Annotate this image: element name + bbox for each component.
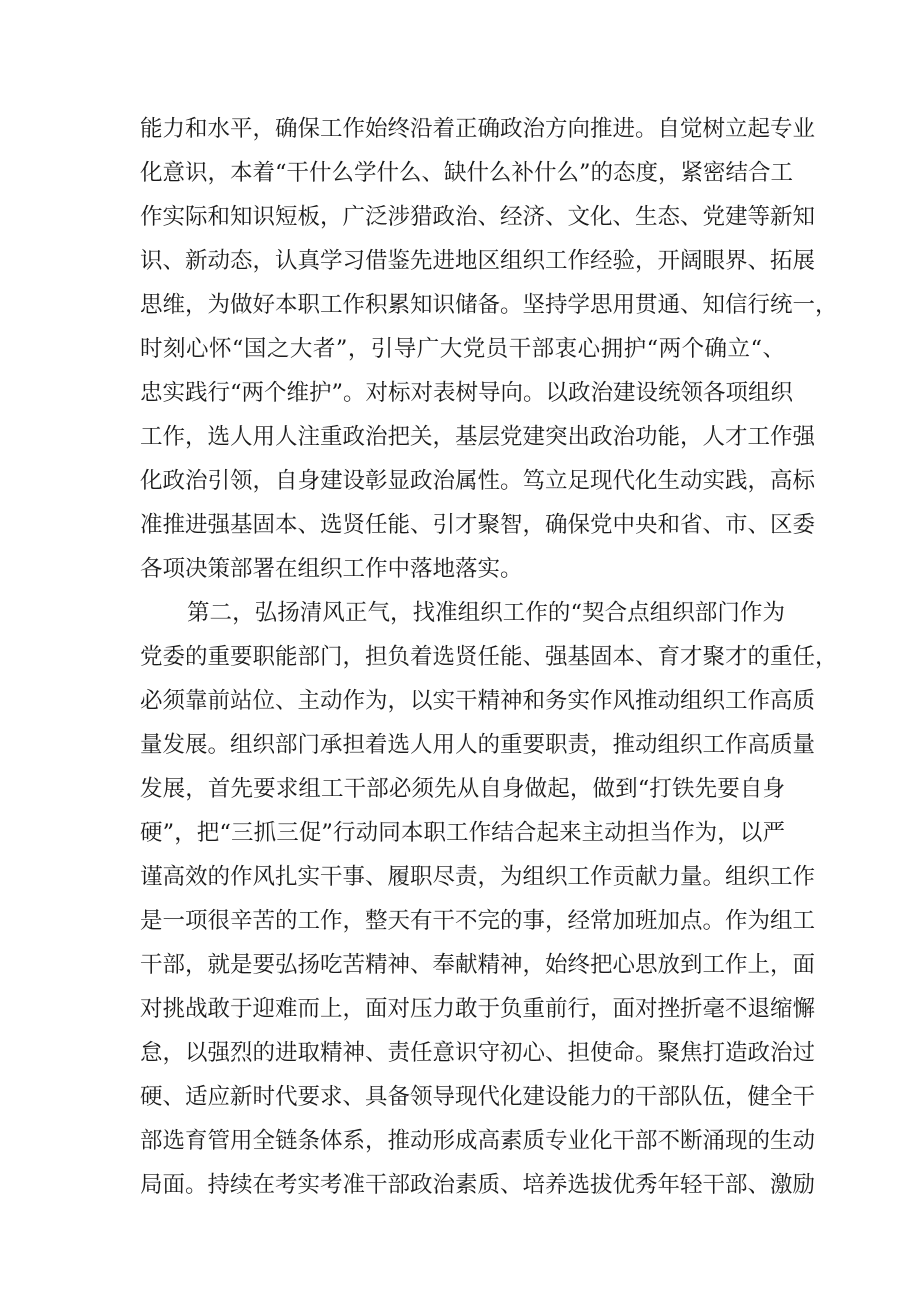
text-line: 化政治引领，自身建设彰显政治属性。笃立足现代化生动实践，高标 (140, 468, 816, 494)
text-line: 思维，为做好本职工作积累知识储备。坚持学思用贯通、知信行统一， (140, 292, 838, 318)
text-line: 各项决策部署在组织工作中落地落实。 (140, 556, 523, 582)
text-line: 硬、适应新时代要求、具备领导现代化建设能力的干部队伍，健全干 (140, 1084, 816, 1110)
text-line: 时刻心怀“国之大者”，引导广大党员干部衷心拥护“两个确立“、 (140, 336, 785, 362)
text-line: 局面。持续在考实考准干部政治素质、培养选拔优秀年轻干部、激励 (140, 1172, 816, 1198)
text-line: 忠实践行“两个维护”。对标对表树导向。以政治建设统领各项组织 (140, 380, 794, 406)
text-line: 干部，就是要弘扬吃苦精神、奉献精神，始终把心思放到工作上，面 (140, 952, 816, 978)
text-line: 量发展。组织部门承担着选人用人的重要职责，推动组织工作高质量 (140, 732, 816, 758)
text-line: 谨高效的作风扎实干事、履职尽责，为组织工作贡献力量。组织工作 (140, 864, 816, 890)
text-line: 发展，首先要求组工干部必须先从自身做起，做到“打铁先要自身 (140, 776, 785, 802)
text-line: 工作，选人用人注重政治把关，基层党建突出政治功能，人才工作强 (140, 424, 816, 450)
text-line: 第二，弘扬清风正气，找准组织工作的“契合点组织部门作为 (187, 600, 785, 626)
text-line: 对挑战敢于迎难而上，面对压力敢于负重前行，面对挫折毫不退缩懈 (140, 996, 816, 1022)
text-line: 能力和水平，确保工作始终沿着正确政治方向推进。自觉树立起专业 (140, 116, 816, 142)
text-line: 识、新动态，认真学习借鉴先进地区组织工作经验，开阔眼界、拓展 (140, 248, 816, 274)
text-line: 作实际和知识短板，广泛涉猎政治、经济、文化、生态、党建等新知 (140, 204, 816, 230)
text-line: 怠，以强烈的进取精神、责任意识守初心、担使命。聚焦打造政治过 (140, 1040, 816, 1066)
text-line: 党委的重要职能部门，担负着选贤任能、强基固本、育才聚才的重任， (140, 644, 838, 670)
text-line: 是一项很辛苦的工作，整天有干不完的事，经常加班加点。作为组工 (140, 908, 816, 934)
text-line: 化意识，本着“干什么学什么、缺什么补什么”的态度，紧密结合工 (140, 160, 794, 186)
text-line: 部选育管用全链条体系，推动形成高素质专业化干部不断涌现的生动 (140, 1128, 816, 1154)
text-line: 必须靠前站位、主动作为，以实干精神和务实作风推动组织工作高质 (140, 688, 816, 714)
text-line: 准推进强基固本、选贤任能、引才聚智，确保党中央和省、市、区委 (140, 512, 816, 538)
text-line: 硬”，把“三抓三促”行动同本职工作结合起来主动担当作为，以严 (140, 820, 785, 846)
